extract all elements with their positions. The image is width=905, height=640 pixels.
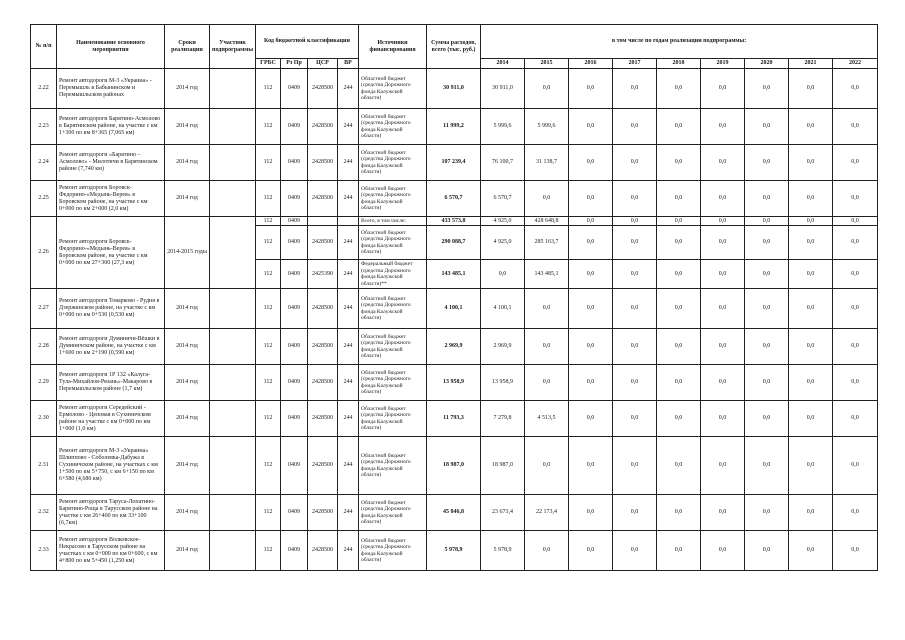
year-value: 0,0 (789, 437, 833, 495)
year-value: 0,0 (833, 531, 878, 571)
csr-code: 2428500 (308, 145, 338, 181)
year-value: 4 925,0 (481, 217, 525, 226)
funding-source: Областной бюджет (средства Дорожного фонда Калужской области) (359, 181, 427, 217)
year-value: 0,0 (701, 365, 745, 401)
csr-code: 2428500 (308, 289, 338, 329)
header-year: 2021 (789, 59, 833, 69)
year-value: 76 100,7 (481, 145, 525, 181)
year-value: 0,0 (789, 401, 833, 437)
year-value: 0,0 (833, 69, 878, 109)
vr-code: 244 (338, 437, 359, 495)
funding-source: Областной бюджет (средства Дорожного фонда Калужской области) (359, 329, 427, 365)
participant-cell (210, 437, 256, 495)
vr-code: 244 (338, 260, 359, 289)
row-number: 2.23 (31, 109, 57, 145)
row-number: 2.24 (31, 145, 57, 181)
year-value: 0,0 (613, 260, 657, 289)
year-value: 5 999,6 (481, 109, 525, 145)
implementation-term: 2014 год (165, 109, 210, 145)
header-participant: Участник подпрограммы (210, 25, 256, 69)
rzpr-code: 0409 (281, 217, 308, 226)
year-value: 23 673,4 (481, 495, 525, 531)
year-value: 0,0 (701, 226, 745, 260)
participant-cell (210, 289, 256, 329)
csr-code: 2428500 (308, 329, 338, 365)
table-row (31, 329, 878, 365)
table-row (31, 181, 878, 217)
participant-cell (210, 495, 256, 531)
year-value: 0,0 (833, 109, 878, 145)
year-value: 0,0 (701, 329, 745, 365)
year-value: 0,0 (657, 226, 701, 260)
total-sum: 18 987,0 (427, 437, 481, 495)
csr-code: 2425390 (308, 260, 338, 289)
table-row (31, 365, 878, 401)
year-value: 0,0 (525, 437, 569, 495)
year-value: 0,0 (657, 109, 701, 145)
year-value: 0,0 (789, 217, 833, 226)
total-sum: 107 239,4 (427, 145, 481, 181)
year-value: 0,0 (657, 437, 701, 495)
year-value: 0,0 (613, 145, 657, 181)
total-sum: 2 969,9 (427, 329, 481, 365)
row-number: 2.31 (31, 437, 57, 495)
vr-code: 244 (338, 69, 359, 109)
csr-code: 2428500 (308, 531, 338, 571)
year-value: 30 911,0 (481, 69, 525, 109)
grbs-code: 112 (256, 329, 281, 365)
year-value: 0,0 (657, 181, 701, 217)
year-value: 4 100,1 (481, 289, 525, 329)
grbs-code: 112 (256, 69, 281, 109)
total-sum: 45 846,8 (427, 495, 481, 531)
participant-cell (210, 109, 256, 145)
year-value: 0,0 (701, 289, 745, 329)
grbs-code: 112 (256, 217, 281, 226)
row-number: 2.26 (31, 217, 57, 289)
year-value: 0,0 (701, 495, 745, 531)
year-value: 18 987,0 (481, 437, 525, 495)
year-value: 0,0 (789, 145, 833, 181)
year-value: 0,0 (745, 260, 789, 289)
implementation-term: 2014 год (165, 289, 210, 329)
year-value: 0,0 (657, 365, 701, 401)
year-value: 0,0 (569, 495, 613, 531)
csr-code: 2428500 (308, 69, 338, 109)
funding-source: Областной бюджет (средства Дорожного фонда Калужской области) (359, 289, 427, 329)
year-value: 285 163,7 (525, 226, 569, 260)
year-value: 428 648,8 (525, 217, 569, 226)
header-years-title: в том числе по годам реализации подпрограммы: (481, 25, 878, 59)
year-value: 0,0 (569, 531, 613, 571)
year-value: 0,0 (745, 181, 789, 217)
year-value: 0,0 (657, 260, 701, 289)
funding-source: Областной бюджет (средства Дорожного фонда Калужской области) (359, 401, 427, 437)
table-row (31, 145, 878, 181)
total-sum: 11 999,2 (427, 109, 481, 145)
year-value: 0,0 (701, 69, 745, 109)
participant-cell (210, 181, 256, 217)
year-value: 0,0 (613, 365, 657, 401)
year-value: 0,0 (745, 401, 789, 437)
year-value: 0,0 (525, 289, 569, 329)
header-year: 2022 (833, 59, 878, 69)
year-value: 0,0 (525, 365, 569, 401)
year-value: 0,0 (569, 289, 613, 329)
funding-source: Областной бюджет (средства Дорожного фонда Калужской области) (359, 145, 427, 181)
year-value: 7 279,8 (481, 401, 525, 437)
csr-code: 2428500 (308, 401, 338, 437)
header-year: 2017 (613, 59, 657, 69)
year-value: 0,0 (745, 69, 789, 109)
year-value: 0,0 (657, 217, 701, 226)
implementation-term: 2014 год (165, 495, 210, 531)
grbs-code: 112 (256, 437, 281, 495)
grbs-code: 112 (256, 531, 281, 571)
vr-code: 244 (338, 495, 359, 531)
grbs-code: 112 (256, 365, 281, 401)
year-value: 0,0 (613, 226, 657, 260)
funding-source: Областной бюджет (средства Дорожного фонда Калужской области) (359, 531, 427, 571)
year-value: 0,0 (569, 69, 613, 109)
header-rzpr: Рз Пр (281, 59, 308, 69)
implementation-term: 2014-2015 годы (165, 217, 210, 289)
funding-source: Областной бюджет (средства Дорожного фонда Калужской области) (359, 495, 427, 531)
header-name: Наименование основного мероприятия (57, 25, 165, 69)
year-value: 0,0 (657, 495, 701, 531)
year-value: 0,0 (833, 365, 878, 401)
header-year: 2019 (701, 59, 745, 69)
vr-code (338, 217, 359, 226)
row-number: 2.29 (31, 365, 57, 401)
year-value: 0,0 (525, 329, 569, 365)
table-row (31, 217, 878, 226)
implementation-term: 2014 год (165, 365, 210, 401)
year-value: 0,0 (569, 437, 613, 495)
vr-code: 244 (338, 365, 359, 401)
grbs-code: 112 (256, 181, 281, 217)
rzpr-code: 0409 (281, 437, 308, 495)
grbs-code: 112 (256, 260, 281, 289)
year-value: 0,0 (789, 260, 833, 289)
total-sum: 433 573,8 (427, 217, 481, 226)
year-value: 0,0 (701, 260, 745, 289)
year-value: 0,0 (833, 260, 878, 289)
header-year: 2015 (525, 59, 569, 69)
grbs-code: 112 (256, 145, 281, 181)
year-value: 0,0 (833, 401, 878, 437)
year-value: 5 999,6 (525, 109, 569, 145)
header-sum: Сумма расходов, всего (тыс. руб.) (427, 25, 481, 69)
csr-code: 2428500 (308, 495, 338, 531)
measure-name: Ремонт автодороги 1Р 132 «Калуга-Тула-Михайлов-Рязань»-Макарово в Перемышльском районе (1,7 км) (57, 365, 165, 401)
funding-source: Областной бюджет (средства Дорожного фонда Калужской области) (359, 226, 427, 260)
year-value: 0,0 (569, 181, 613, 217)
table-body (31, 69, 878, 571)
year-value: 0,0 (745, 531, 789, 571)
implementation-term: 2014 год (165, 437, 210, 495)
vr-code: 244 (338, 109, 359, 145)
year-value: 0,0 (745, 217, 789, 226)
grbs-code: 112 (256, 495, 281, 531)
implementation-term: 2014 год (165, 531, 210, 571)
rzpr-code: 0409 (281, 401, 308, 437)
document-page (30, 24, 878, 571)
participant-cell (210, 531, 256, 571)
header-vr: ВР (338, 59, 359, 69)
header-no: № п/п (31, 25, 57, 69)
year-value: 0,0 (657, 145, 701, 181)
year-value: 0,0 (613, 217, 657, 226)
vr-code: 244 (338, 145, 359, 181)
rzpr-code: 0409 (281, 226, 308, 260)
header-kbk: Код бюджетной классификации (256, 25, 359, 59)
vr-code: 244 (338, 329, 359, 365)
year-value: 143 485,1 (525, 260, 569, 289)
year-value: 0,0 (789, 531, 833, 571)
year-value: 2 969,9 (481, 329, 525, 365)
table-row (31, 401, 878, 437)
implementation-term: 2014 год (165, 145, 210, 181)
year-value: 4 513,5 (525, 401, 569, 437)
year-value: 0,0 (569, 260, 613, 289)
year-value: 0,0 (613, 437, 657, 495)
vr-code: 244 (338, 531, 359, 571)
year-value: 0,0 (657, 69, 701, 109)
year-value: 0,0 (701, 217, 745, 226)
year-value: 0,0 (613, 329, 657, 365)
year-value: 0,0 (657, 531, 701, 571)
participant-cell (210, 145, 256, 181)
grbs-code: 112 (256, 226, 281, 260)
table-row (31, 437, 878, 495)
year-value: 0,0 (613, 531, 657, 571)
year-value: 0,0 (745, 109, 789, 145)
year-value: 6 570,7 (481, 181, 525, 217)
year-value: 0,0 (745, 437, 789, 495)
header-year: 2016 (569, 59, 613, 69)
row-number: 2.30 (31, 401, 57, 437)
year-value: 0,0 (613, 401, 657, 437)
year-value: 0,0 (833, 437, 878, 495)
year-value: 0,0 (569, 329, 613, 365)
csr-code: 2428500 (308, 109, 338, 145)
rzpr-code: 0409 (281, 495, 308, 531)
table-row (31, 495, 878, 531)
row-number: 2.27 (31, 289, 57, 329)
total-sum: 143 485,1 (427, 260, 481, 289)
total-sum: 13 958,9 (427, 365, 481, 401)
year-value: 0,0 (833, 329, 878, 365)
year-value: 0,0 (613, 109, 657, 145)
total-sum: 290 088,7 (427, 226, 481, 260)
row-number: 2.32 (31, 495, 57, 531)
measure-name: Ремонт автодороги Барятино-Асмолово в Барятинском районе, на участке с км 1+300 по км 8+365 (7,065 км) (57, 109, 165, 145)
total-sum: 5 978,9 (427, 531, 481, 571)
row-number: 2.25 (31, 181, 57, 217)
vr-code: 244 (338, 226, 359, 260)
year-value: 13 958,9 (481, 365, 525, 401)
total-sum: 11 793,3 (427, 401, 481, 437)
measure-name: Ремонт автодороги Думиничи-Вёшки в Думиничском районе, на участке с км 1+600 по км 2+190 (0,590 км) (57, 329, 165, 365)
measure-name: Ремонт автодороги Товарково - Рудня в Дзержинском районе, на участке с км 0+000 по км 0+530 (0,530 км) (57, 289, 165, 329)
implementation-term: 2014 год (165, 69, 210, 109)
year-value: 0,0 (481, 260, 525, 289)
rzpr-code: 0409 (281, 260, 308, 289)
implementation-term: 2014 год (165, 181, 210, 217)
vr-code: 244 (338, 401, 359, 437)
header-year: 2014 (481, 59, 525, 69)
year-value: 0,0 (569, 365, 613, 401)
participant-cell (210, 365, 256, 401)
participant-cell (210, 329, 256, 365)
table-row (31, 69, 878, 109)
csr-code (308, 217, 338, 226)
funding-source: Областной бюджет (средства Дорожного фонда Калужской области) (359, 365, 427, 401)
funding-source: Областной бюджет (средства Дорожного фонда Калужской области) (359, 437, 427, 495)
measure-name: Ремонт автодороги М-3 «Украина» Шлиппово - Соболевка-Дабужа в Сухиничском районе, на участках с км 1+500 по км 5+750, с км 6+150 по км 6+580 (4,680 км) (57, 437, 165, 495)
header-grbs: ГРБС (256, 59, 281, 69)
year-value: 4 925,0 (481, 226, 525, 260)
vr-code: 244 (338, 289, 359, 329)
rzpr-code: 0409 (281, 289, 308, 329)
year-value: 0,0 (701, 401, 745, 437)
year-value: 0,0 (789, 495, 833, 531)
funding-source: Федеральный бюджет (средства Дорожного фонда Калужской области)** (359, 260, 427, 289)
implementation-term: 2014 год (165, 329, 210, 365)
year-value: 0,0 (745, 495, 789, 531)
year-value: 0,0 (833, 145, 878, 181)
rzpr-code: 0409 (281, 181, 308, 217)
table-header (31, 25, 878, 69)
row-number: 2.33 (31, 531, 57, 571)
header-year: 2018 (657, 59, 701, 69)
year-value: 0,0 (833, 226, 878, 260)
measure-name: Ремонт автодороги Боровск-Федорино-«Медынь-Верея» в Боровском районе, на участке с км 0+000 по км 2+000 (2,0 км) (57, 181, 165, 217)
year-value: 0,0 (569, 109, 613, 145)
year-value: 0,0 (613, 289, 657, 329)
financing-table (30, 24, 878, 571)
header-year: 2020 (745, 59, 789, 69)
row-number: 2.22 (31, 69, 57, 109)
csr-code: 2428500 (308, 181, 338, 217)
year-value: 0,0 (525, 531, 569, 571)
measure-name: Ремонт автодороги М-3 «Украина» - Перемышль в Бабынинском и Перемышльском районах (57, 69, 165, 109)
total-sum: 30 911,0 (427, 69, 481, 109)
year-value: 31 138,7 (525, 145, 569, 181)
measure-name: Ремонт автодороги Волковское-Некрасово в Тарусском районе на участках с км 0+000 по км 0+600, с км 4+800 по км 5+450 (1,250 км) (57, 531, 165, 571)
row-number: 2.28 (31, 329, 57, 365)
year-value: 0,0 (701, 145, 745, 181)
participant-cell (210, 217, 256, 289)
funding-source: Всего, в том числе: (359, 217, 427, 226)
table-row (31, 289, 878, 329)
vr-code: 244 (338, 181, 359, 217)
year-value: 0,0 (789, 365, 833, 401)
measure-name: Ремонт автодороги Таруса-Лопатино-Барятино-Роща в Тарусском районе на участке с км 26+400 по км 33+100 (6,7км) (57, 495, 165, 531)
year-value: 0,0 (657, 401, 701, 437)
year-value: 0,0 (569, 401, 613, 437)
rzpr-code: 0409 (281, 109, 308, 145)
year-value: 0,0 (789, 109, 833, 145)
table-row (31, 109, 878, 145)
year-value: 0,0 (569, 145, 613, 181)
year-value: 0,0 (789, 329, 833, 365)
header-term: Сроки реализации (165, 25, 210, 69)
rzpr-code: 0409 (281, 145, 308, 181)
year-value: 0,0 (525, 69, 569, 109)
year-value: 0,0 (701, 437, 745, 495)
grbs-code: 112 (256, 289, 281, 329)
year-value: 0,0 (657, 329, 701, 365)
year-value: 22 173,4 (525, 495, 569, 531)
implementation-term: 2014 год (165, 401, 210, 437)
csr-code: 2428500 (308, 437, 338, 495)
year-value: 0,0 (745, 226, 789, 260)
year-value: 0,0 (569, 226, 613, 260)
year-value: 0,0 (745, 289, 789, 329)
grbs-code: 112 (256, 109, 281, 145)
rzpr-code: 0409 (281, 69, 308, 109)
rzpr-code: 0409 (281, 365, 308, 401)
year-value: 0,0 (833, 289, 878, 329)
year-value: 0,0 (613, 69, 657, 109)
year-value: 0,0 (789, 289, 833, 329)
year-value: 0,0 (701, 531, 745, 571)
participant-cell (210, 69, 256, 109)
rzpr-code: 0409 (281, 531, 308, 571)
year-value: 0,0 (613, 495, 657, 531)
rzpr-code: 0409 (281, 329, 308, 365)
header-source: Источники финансирования (359, 25, 427, 69)
table-row (31, 531, 878, 571)
year-value: 0,0 (657, 289, 701, 329)
year-value: 0,0 (745, 145, 789, 181)
measure-name: Ремонт автодороги «Барятино – Асмолово» - Милотичи в Барятинском районе (7,740 км) (57, 145, 165, 181)
year-value: 0,0 (789, 181, 833, 217)
year-value: 0,0 (701, 109, 745, 145)
year-value: 0,0 (745, 329, 789, 365)
funding-source: Областной бюджет (средства Дорожного фонда Калужской области) (359, 69, 427, 109)
year-value: 0,0 (833, 495, 878, 531)
participant-cell (210, 401, 256, 437)
year-value: 0,0 (833, 181, 878, 217)
measure-name: Ремонт автодороги Боровск-Федорино-«Медынь-Верея» в Боровском районе, на участке с км 0+000 по км 27+300 (27,3 км) (57, 217, 165, 289)
year-value: 0,0 (745, 365, 789, 401)
total-sum: 6 570,7 (427, 181, 481, 217)
year-value: 0,0 (789, 69, 833, 109)
year-value: 0,0 (833, 217, 878, 226)
year-value: 0,0 (701, 181, 745, 217)
csr-code: 2428500 (308, 365, 338, 401)
year-value: 0,0 (569, 217, 613, 226)
year-value: 0,0 (525, 181, 569, 217)
measure-name: Ремонт автодороги Середейский - Ермолово - Цеповая в Сухиничском районе на участке с км 0+000 по км 1+000 (1,0 км) (57, 401, 165, 437)
csr-code: 2428500 (308, 226, 338, 260)
header-csr: ЦСР (308, 59, 338, 69)
total-sum: 4 100,1 (427, 289, 481, 329)
year-value: 0,0 (789, 226, 833, 260)
year-value: 5 978,9 (481, 531, 525, 571)
grbs-code: 112 (256, 401, 281, 437)
year-value: 0,0 (613, 181, 657, 217)
funding-source: Областной бюджет (средства Дорожного фонда Калужской области) (359, 109, 427, 145)
